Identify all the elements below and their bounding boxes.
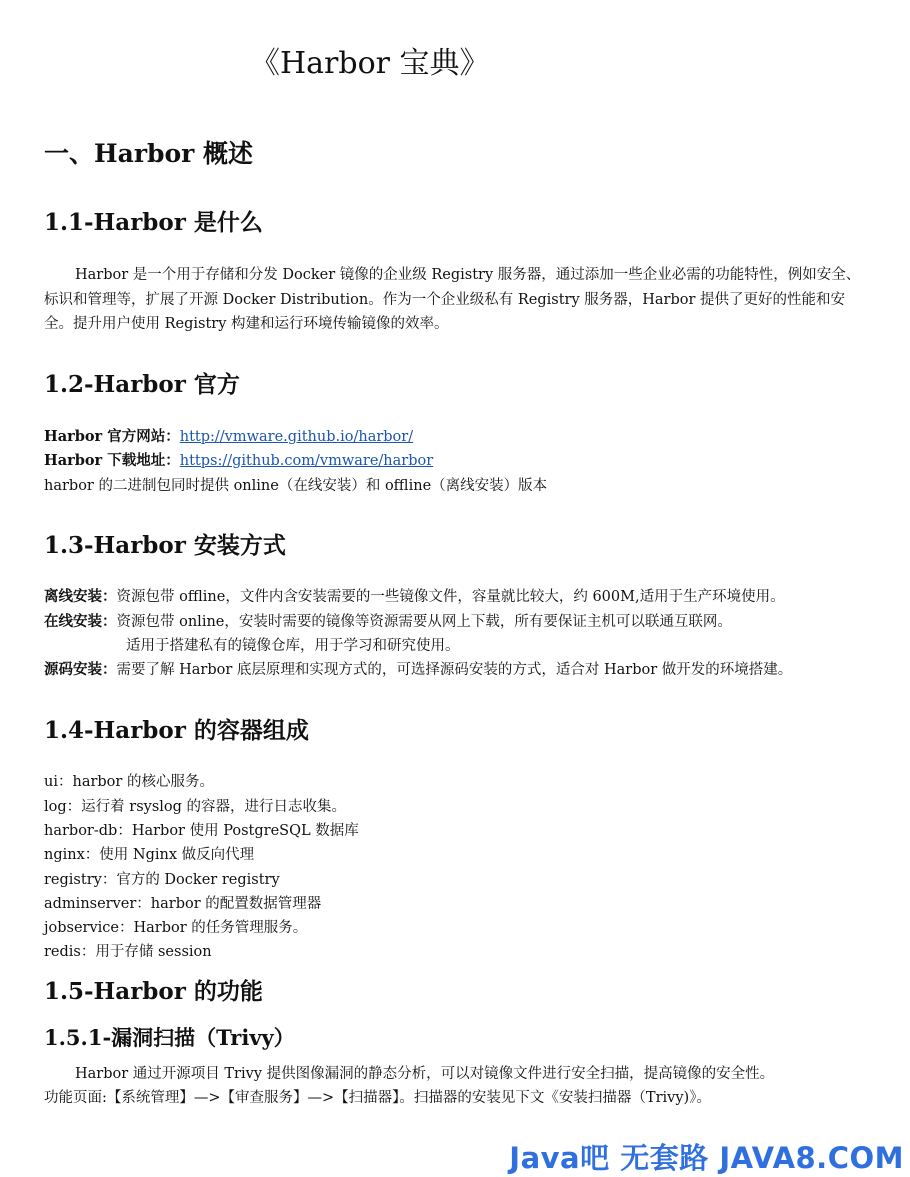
paragraph-what-is-harbor: Harbor 是一个用于存储和分发 Docker 镜像的企业级 Registry 服务器，通过添加一些企业必需的功能特性，例如安全、标识和管理等，扩展了开源 Docker Distribution。作为一个企业级私有 Registry 服务器，Harbor 提供了更好的性能和安全。提升用户使用 Registry 构建和运行环境传输镜像的效率。: [44, 267, 861, 332]
list-item: nginx：使用 Nginx 做反向代理: [44, 847, 255, 863]
list-item: registry：官方的 Docker registry: [44, 872, 280, 888]
page-title: 《Harbor 宝典》: [250, 46, 490, 81]
download-link[interactable]: https://github.com/vmware/harbor: [179, 453, 434, 469]
online-install-label: 在线安装：: [44, 613, 117, 630]
list-item: jobservice：Harbor 的任务管理服务。: [44, 920, 308, 936]
section-heading-overview: 一、Harbor 概述: [44, 139, 254, 168]
online-install-text: 资源包带 online，安装时需要的镜像等资源需要从网上下载，所有要保证主机可以联通互联网。: [116, 614, 732, 630]
offline-install-row: [44, 585, 785, 610]
download-label: Harbor 下载地址：: [44, 452, 180, 469]
heading-vulnerability-scanning: 1.5.1-漏洞扫描（Trivy）: [44, 1025, 295, 1050]
list-item: log：运行着 rsyslog 的容器，进行日志收集。: [44, 799, 347, 815]
official-site-link[interactable]: http://vmware.github.io/harbor/: [179, 429, 414, 445]
binary-package-note: harbor 的二进制包同时提供 online（在线安装）和 offline（离线安装）版本: [44, 478, 548, 494]
list-item: ui：harbor 的核心服务。: [44, 774, 214, 790]
heading-harbor-official: 1.2-Harbor 官方: [44, 371, 240, 398]
offline-install-label: 离线安装：: [44, 588, 117, 605]
official-site-row: [44, 425, 413, 450]
online-install-row: [44, 610, 732, 635]
heading-install-methods: 1.3-Harbor 安装方式: [44, 532, 286, 559]
paragraph-feature-page: 功能页面:【系统管理】—>【审查服务】—>【扫描器】。扫描器的安装见下文《安装扫描器（Trivy)》。: [44, 1090, 711, 1106]
heading-harbor-features: 1.5-Harbor 的功能: [44, 978, 263, 1005]
offline-install-text: 资源包带 offline，文件内含安装需要的一些镜像文件，容量就比较大，约 600M,适用于生产环境使用。: [116, 589, 785, 605]
paragraph-vulnerability-scanning: Harbor 通过开源项目 Trivy 提供图像漏洞的静态分析，可以对镜像文件进行安全扫描，提高镜像的安全性。: [75, 1066, 775, 1082]
list-item: redis：用于存储 session: [44, 944, 212, 960]
source-install-text: 需要了解 Harbor 底层原理和实现方式的，可选择源码安装的方式，适合对 Harbor 做开发的环境搭建。: [116, 662, 793, 678]
official-site-label: Harbor 官方网站：: [44, 428, 180, 445]
site-watermark: Java吧 无套路 JAVA8.COM: [509, 1141, 904, 1175]
list-item: harbor-db：Harbor 使用 PostgreSQL 数据库: [44, 823, 359, 839]
download-row: [44, 449, 433, 474]
heading-container-components: 1.4-Harbor 的容器组成: [44, 717, 309, 744]
source-install-row: [44, 658, 792, 683]
list-item: adminserver：harbor 的配置数据管理器: [44, 896, 322, 912]
online-install-text-continued: 适用于搭建私有的镜像仓库，用于学习和研究使用。: [126, 638, 460, 654]
source-install-label: 源码安装：: [44, 661, 117, 678]
heading-what-is-harbor: 1.1-Harbor 是什么: [44, 209, 263, 236]
